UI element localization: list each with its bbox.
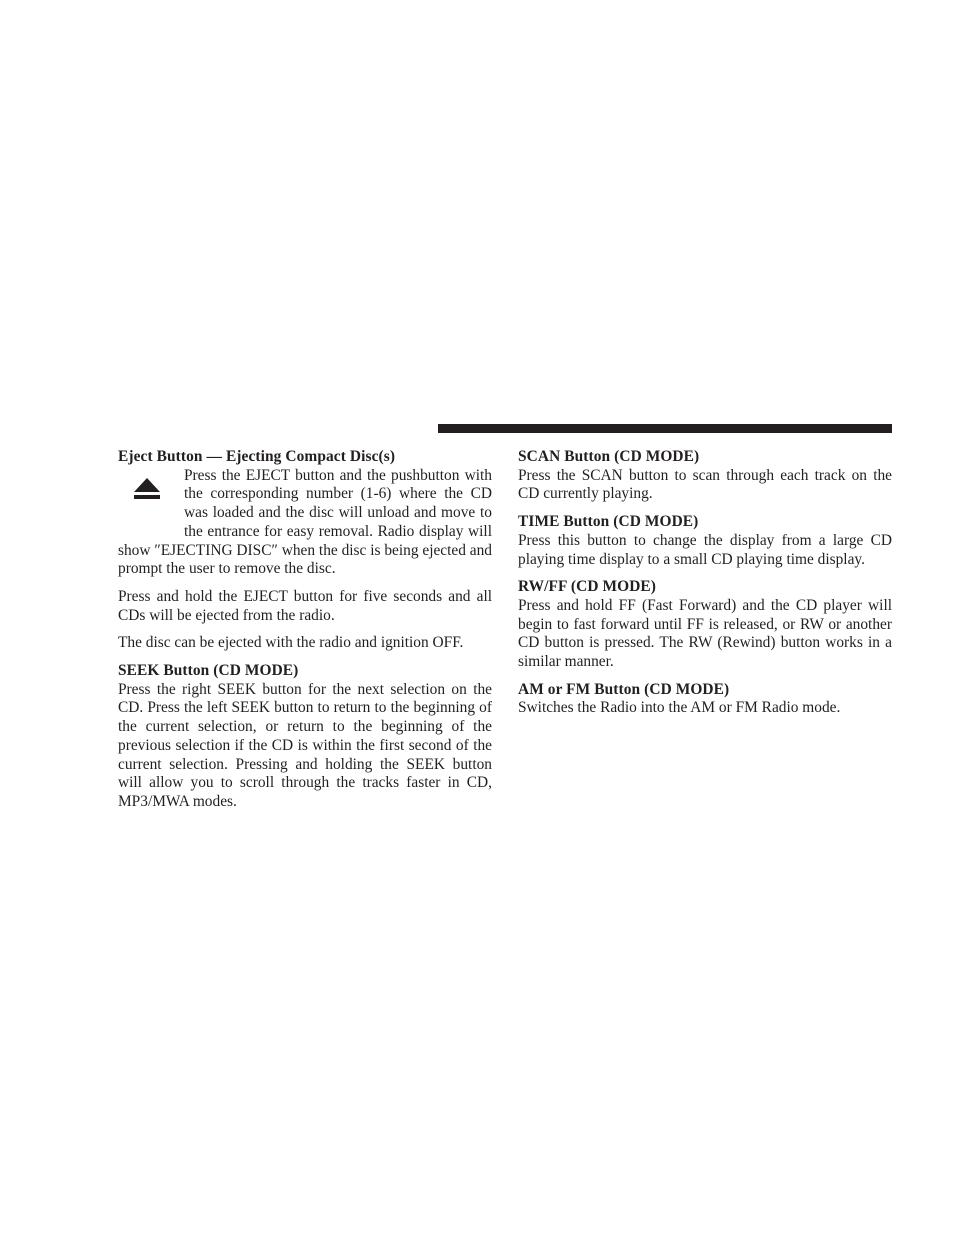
eject-hold-text: Press and hold the EJECT button for five seconds and all CDs will be ejected from the radio. [118, 587, 492, 624]
rwff-text: Press and hold FF (Fast Forward) and the CD player will begin to fast forward until FF is released, or RW or another CD button is pressed. The RW (Rewind) button works in a similar manner. [518, 596, 892, 671]
time-text: Press this button to change the display from a large CD playing time display to a small CD playing time display. [518, 531, 892, 568]
section-header-rule [438, 424, 892, 433]
amfm-text: Switches the Radio into the AM or FM Radio mode. [518, 699, 841, 717]
eject-icon-bar [134, 495, 160, 499]
eject-heading: Eject Button — Ejecting Compact Disc(s) [118, 448, 396, 465]
eject-section [118, 467, 492, 579]
seek-text: Press the right SEEK button for the next selection on the CD. Press the left SEEK button to return to the beginning of the current selection, or return to the beginning of the previous selection if the CD is within the first second of the current selection. Pressing and holding the SEEK button will allow you to scroll through the tracks faster in CD, MP3/MWA modes. [118, 680, 492, 810]
left-column [118, 448, 492, 821]
eject-icon-triangle [134, 478, 160, 492]
scan-heading: SCAN Button (CD MODE) [518, 448, 700, 465]
eject-icon [118, 467, 176, 527]
rwff-heading: RW/FF (CD MODE) [518, 578, 657, 596]
right-column [518, 448, 892, 727]
scan-text: Press the SCAN button to scan through each track on the CD currently playing. [518, 466, 892, 503]
time-heading: TIME Button (CD MODE) [518, 513, 699, 531]
amfm-heading: AM or FM Button (CD MODE) [518, 680, 730, 698]
eject-text: Press the EJECT button and the pushbutton with the corresponding number (1-6) where the CD was loaded and the disc will unload and move to the entrance for easy removal. Radio display will show ″EJECTING DISC″ when the disc is being ejected and prompt the user to remove the disc. [118, 466, 493, 578]
seek-heading: SEEK Button (CD MODE) [118, 662, 299, 680]
eject-off-text: The disc can be ejected with the radio and ignition OFF. [118, 634, 464, 652]
